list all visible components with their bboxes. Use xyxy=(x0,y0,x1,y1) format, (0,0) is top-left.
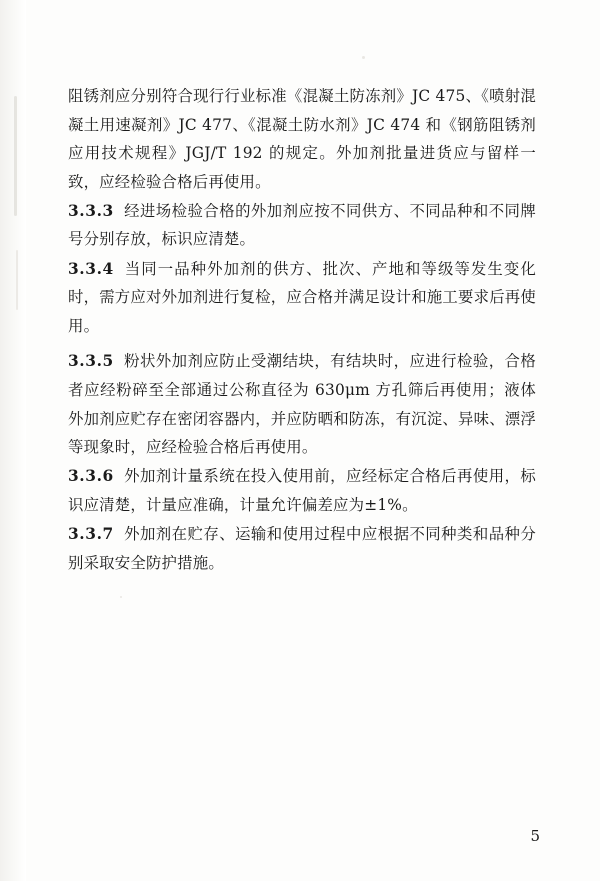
paragraph-3-3-4 xyxy=(68,255,536,341)
scan-artifact-mark xyxy=(14,96,17,216)
scan-artifact-mark-secondary xyxy=(16,250,18,310)
scan-speck xyxy=(120,596,122,598)
page-number: 5 xyxy=(530,827,540,845)
scan-edge-shadow xyxy=(0,0,26,881)
paragraph-3-3-7 xyxy=(68,520,536,577)
paragraph-text: 当同一品种外加剂的供方、批次、产地和等级等发生变化时，需方应对外加剂进行复检，应合格并满足设计和施工要求后再使用。 xyxy=(68,259,536,335)
document-body xyxy=(68,82,536,578)
clause-number: 3.3.7 xyxy=(68,524,114,543)
paragraph-text: 粉状外加剂应防止受潮结块，有结块时，应进行检验，合格者应经粉碎至全部通过公称直径为 630μm 方孔筛后再使用；液体外加剂应贮存在密闭容器内，并应防晒和防冻，有沉淀、异味、漂浮等现象时，应经检验合格后再使用。 xyxy=(68,352,536,457)
clause-number: 3.3.4 xyxy=(68,259,114,278)
paragraph-text: 阻锈剂应分别符合现行行业标准《混凝土防冻剂》JC 475、《喷射混凝土用速凝剂》JC 477、《混凝土防水剂》JC 474 和《钢筋阻锈剂应用技术规程》JGJ/T 192 的规定。外加剂批量进货应与留样一致，应经检验合格后再使用。 xyxy=(68,87,536,191)
paragraph-3-3-6 xyxy=(68,462,536,519)
paragraph-3-3-5 xyxy=(68,347,536,461)
paragraph-text: 外加剂计量系统在投入使用前，应经标定合格后再使用，标识应清楚，计量应准确，计量允许偏差应为±1%。 xyxy=(68,467,536,514)
paragraph-3-3-3 xyxy=(68,197,536,254)
paragraph-text: 经进场检验合格的外加剂应按不同供方、不同品种和不同牌号分别存放，标识应清楚。 xyxy=(68,201,536,249)
clause-number: 3.3.3 xyxy=(68,201,114,220)
clause-number: 3.3.6 xyxy=(68,467,114,486)
scan-speck xyxy=(362,56,365,59)
clause-number: 3.3.5 xyxy=(68,352,114,371)
paragraph-intro xyxy=(68,82,536,196)
paragraph-text: 外加剂在贮存、运输和使用过程中应根据不同种类和品种分别采取安全防护措施。 xyxy=(68,524,536,572)
